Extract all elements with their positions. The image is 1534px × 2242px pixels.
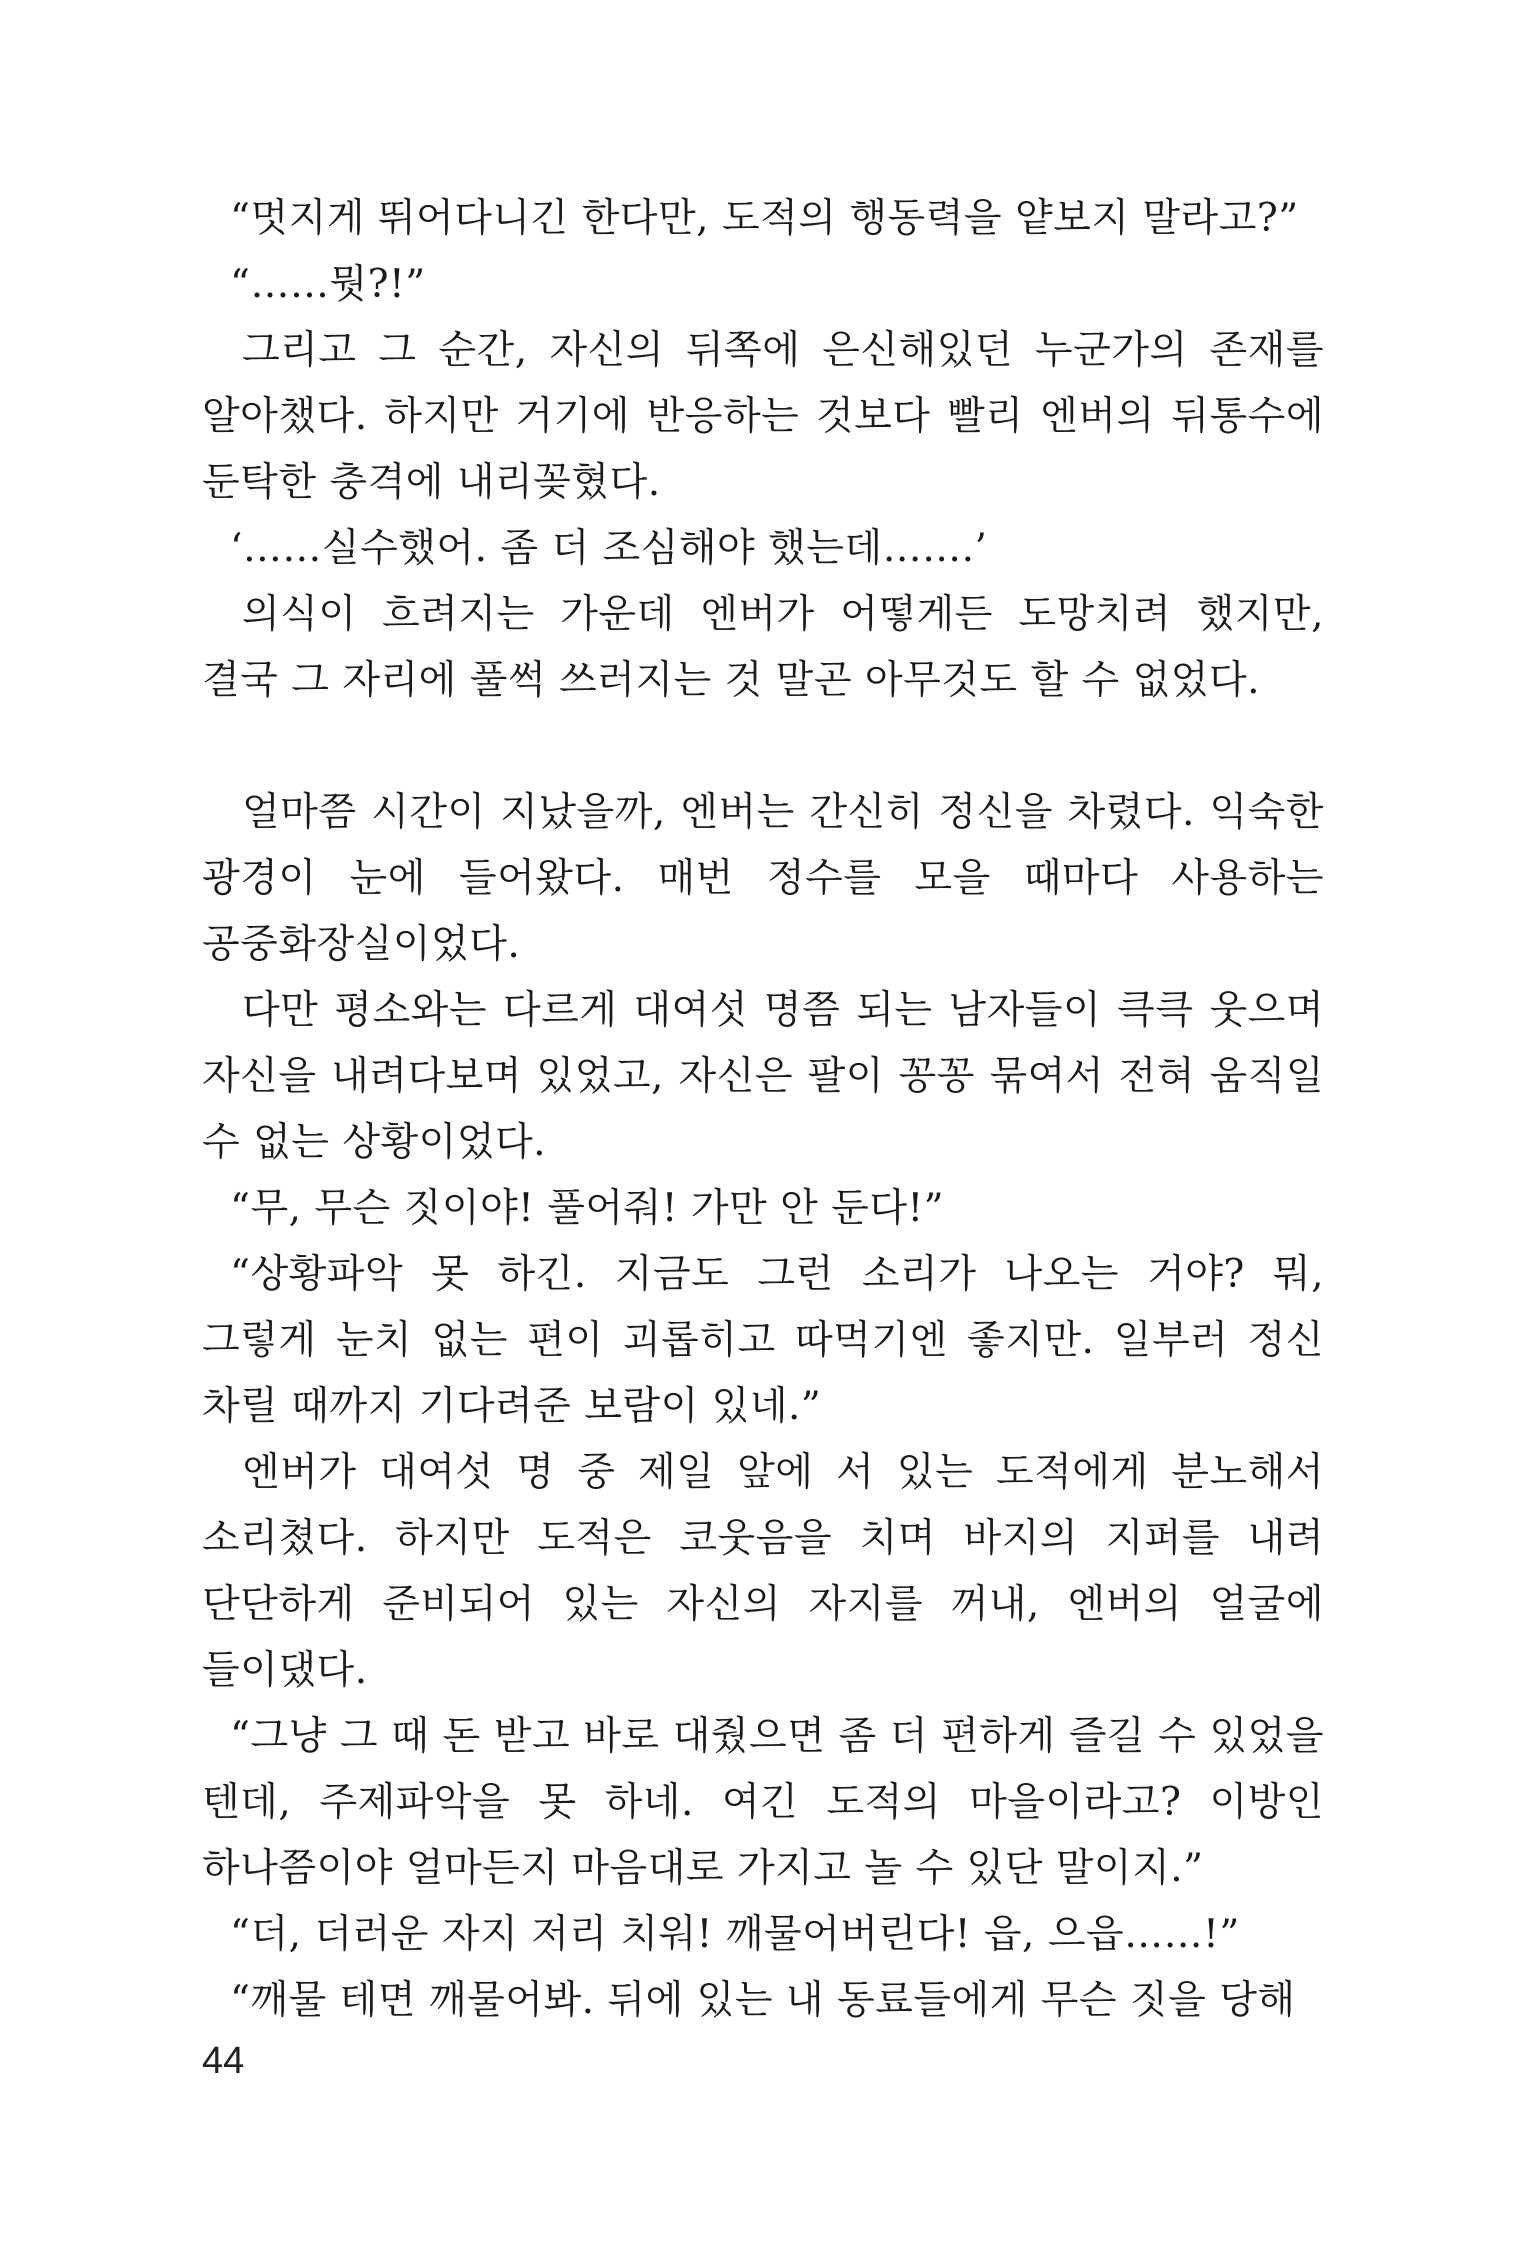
dialogue-line: “더, 더러운 자지 저리 치워! 깨물어버린다! 읍, 으읍……!” [230,1912,1240,1957]
page-number: 44 [202,2040,245,2082]
dialogue-line: “상황파악 못 하긴. 지금도 그런 소리가 나오는 거야? 뭐, 그렇게 눈치 없는 편이 괴롭히고 따먹기엔 좋지만. 일부러 정신 차릴 때까지 기다려준 보람이 있네.” [202,1252,1324,1429]
narration-paragraph: 엔버가 대여섯 명 중 제일 앞에 서 있는 도적에게 분노해서 소리쳤다. 하지만 도적은 코웃음을 치며 바지의 지퍼를 내려 단단하게 준비되어 있는 자신의 자지를 꺼내, 엔버의 얼굴에 들이댔다. [202,1450,1324,1693]
dialogue-line: “……뭣?!” [230,262,426,307]
narration-paragraph: 다만 평소와는 다르게 대여섯 명쯤 되는 남자들이 큭큭 웃으며 자신을 내려다보며 있었고, 자신은 팔이 꽁꽁 묶여서 전혀 움직일 수 없는 상황이었다. [202,988,1324,1165]
dialogue-line: “깨물 테면 깨물어봐. 뒤에 있는 내 동료들에게 무슨 짓을 당해 [230,1978,1296,2023]
thought-line: ‘……실수했어. 좀 더 조심해야 했는데…….’ [230,526,988,571]
narration-paragraph: 그리고 그 순간, 자신의 뒤쪽에 은신해있던 누군가의 존재를 알아챘다. 하지만 거기에 반응하는 것보다 빨리 엔버의 뒤통수에 둔탁한 충격에 내리꽂혔다. [202,328,1324,505]
body-text [202,186,1324,2034]
dialogue-line: “그냥 그 때 돈 받고 바로 대줬으면 좀 더 편하게 즐길 수 있었을 텐데, 주제파악을 못 하네. 여긴 도적의 마을이라고? 이방인 하나쯤이야 얼마든지 마음대로 가지고 놀 수 있단 말이지.” [202,1714,1324,1891]
narration-paragraph: 얼마쯤 시간이 지났을까, 엔버는 간신히 정신을 차렸다. 익숙한 광경이 눈에 들어왔다. 매번 정수를 모을 때마다 사용하는 공중화장실이었다. [202,790,1324,967]
dialogue-line: “무, 무슨 짓이야! 풀어줘! 가만 안 둔다!” [230,1186,945,1231]
dialogue-line: “멋지게 뛰어다니긴 한다만, 도적의 행동력을 얕보지 말라고?” [230,196,1299,241]
narration-paragraph: 의식이 흐려지는 가운데 엔버가 어떻게든 도망치려 했지만, 결국 그 자리에 풀썩 쓰러지는 것 말곤 아무것도 할 수 없었다. [202,592,1324,703]
scene-break [202,714,1324,780]
